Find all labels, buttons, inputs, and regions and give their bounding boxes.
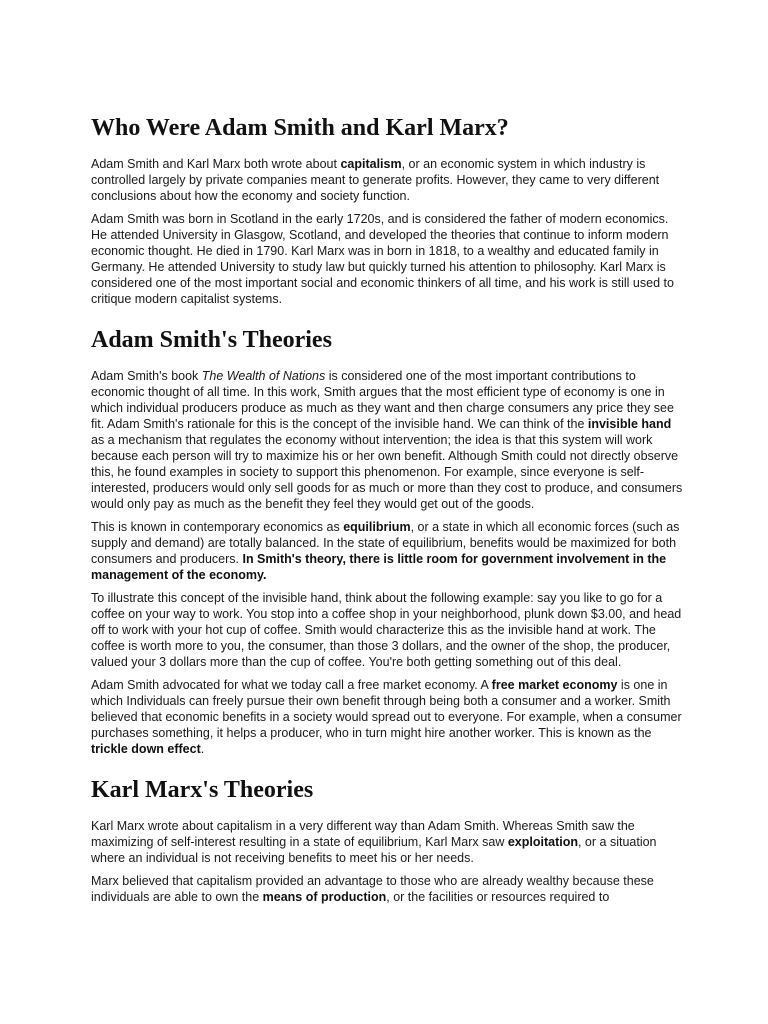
- paragraph: Adam Smith was born in Scotland in the early 1720s, and is considered the father of modern economics. He attended University in Glasgow, Scotland, and developed the theories that continue to inform modern economic thought. He died in 1790. Karl Marx was in born in 1818, to a wealthy and educated family in Germany. He attended University to study law but quickly turned his attention to philosophy. Karl Marx is considered one of the most important social and economic thinkers of all time, and his work is still used to critique modern capitalist systems.: [91, 212, 674, 306]
- key-term: invisible hand: [587, 417, 672, 431]
- section-heading: Karl Marx's Theories: [91, 777, 314, 803]
- document-body: [91, 112, 683, 912]
- key-term: equilibrium: [343, 520, 411, 534]
- paragraph: Adam Smith advocated for what we today call a free market economy. A free market economy is one in which Individuals can freely pursue their own benefit through being both a consumer and a worker. Smith believed that economic benefits in a society would spread out to everyone. For example, when a consumer purchases something, it helps a producer, who in turn might hire another worker. This is known as the trickle down effect.: [91, 678, 682, 756]
- key-term: capitalism: [340, 157, 402, 171]
- key-term: exploitation: [507, 835, 578, 849]
- paragraph: Marx believed that capitalism provided an advantage to those who are already wealthy because these individuals are able to own the means of production, or the facilities or resources required to: [91, 874, 654, 904]
- key-term: trickle down effect: [91, 742, 201, 756]
- paragraph: To illustrate this concept of the invisible hand, think about the following example: say you like to go for a coffee on your way to work. You stop into a coffee shop in your neighborhood, plunk down $3.00, and head off to work with your hot cup of coffee. Smith would characterize this as the invisible hand at work. The coffee is worth more to you, the consumer, than those 3 dollars, and the owner of the shop, the producer, valued your 3 dollars more than the cup of coffee. You're both getting something out of this deal.: [91, 591, 682, 669]
- key-term: means of production: [262, 890, 387, 904]
- section-heading: Adam Smith's Theories: [91, 327, 332, 353]
- section-heading: Who Were Adam Smith and Karl Marx?: [91, 115, 509, 141]
- paragraph: Karl Marx wrote about capitalism in a very different way than Adam Smith. Whereas Smith saw the maximizing of self-interest resulting in a state of equilibrium, Karl Marx saw exploitation, or a situation where an individual is not receiving benefits to meet his or her needs.: [91, 819, 657, 865]
- paragraph: Adam Smith's book The Wealth of Nations is considered one of the most important contributions to economic thought of all time. In this work, Smith argues that the most efficient type of economy is one in which individual producers produce as much as they want and then charge consumers any price they see fit. Adam Smith's rationale for this is the concept of the invisible hand. We can think of the invisible hand as a mechanism that regulates the economy without intervention; the idea is that this system will work because each person will try to maximize his or her own benefit. Although Smith could not directly observe this, he found examples in society to support this phenomenon. For example, since everyone is self-interested, producers would only sell goods for as much or more than they cost to produce, and consumers would only pay as much as the benefit they feel they would get out of the goods.: [91, 369, 683, 511]
- key-term: free market economy: [491, 678, 618, 692]
- key-statement: In Smith's theory, there is little room for government involvement in the management of the economy.: [91, 552, 667, 582]
- paragraph: This is known in contemporary economics as equilibrium, or a state in which all economic forces (such as supply and demand) are totally balanced. In the state of equilibrium, benefits would be maximized for both consumers and producers. In Smith's theory, there is little room for government involvement in the management of the economy.: [91, 520, 680, 582]
- book-title: The Wealth of Nations: [201, 369, 326, 383]
- paragraph: Adam Smith and Karl Marx both wrote about capitalism, or an economic system in which industry is controlled largely by private companies meant to generate profits. However, they came to very different conclusions about how the economy and society function.: [91, 157, 660, 203]
